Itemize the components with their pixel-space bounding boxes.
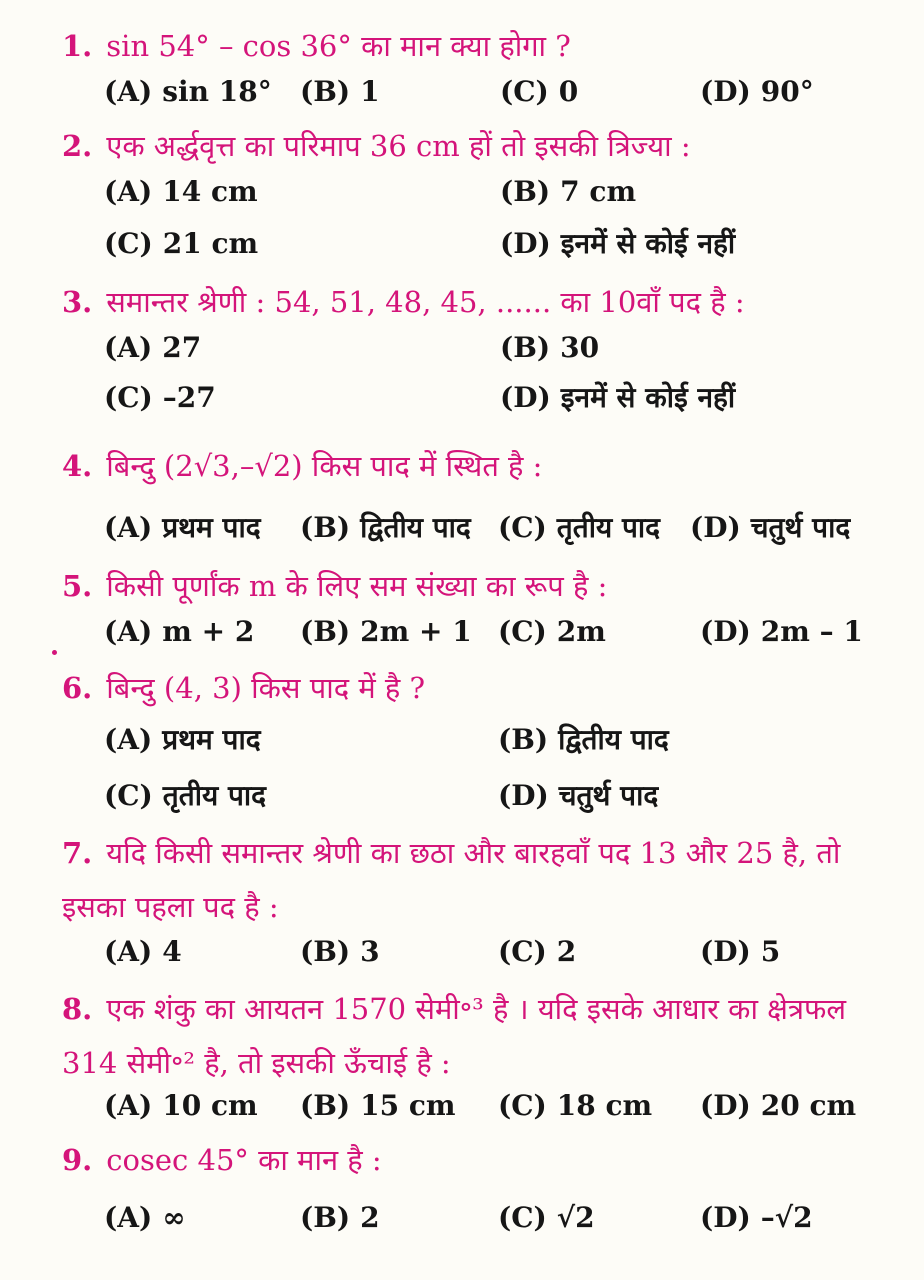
option-label: (A) <box>104 331 153 364</box>
question-text: किसी पूर्णांक m के लिए सम संख्या का रूप है : <box>106 569 608 603</box>
option-a <box>104 328 201 368</box>
option-label: (B) <box>500 331 551 364</box>
option-d <box>700 1198 813 1238</box>
option-text: 2 <box>360 1201 380 1234</box>
option-d <box>700 612 863 652</box>
option-label: (D) <box>498 779 549 812</box>
option-b <box>500 328 599 368</box>
option-text: –27 <box>162 381 216 414</box>
question-number: 4. <box>62 449 93 483</box>
question-3 <box>62 276 894 328</box>
option-text: 14 cm <box>162 175 258 208</box>
option-text: √2 <box>556 1201 595 1234</box>
option-d <box>700 1086 856 1126</box>
option-label: (B) <box>500 175 551 208</box>
option-text: 3 <box>360 935 380 968</box>
option-label: (C) <box>104 381 153 414</box>
option-text: 27 <box>162 331 202 364</box>
option-a <box>104 612 254 652</box>
option-c <box>500 72 578 112</box>
question-number: 8. <box>62 992 93 1026</box>
option-label: (D) <box>700 75 751 108</box>
option-label: (C) <box>498 511 547 544</box>
option-label: (A) <box>104 1089 153 1122</box>
question-9 <box>62 1134 894 1186</box>
option-text: sin 18° <box>162 75 272 108</box>
option-label: (C) <box>500 75 549 108</box>
option-a <box>104 172 258 212</box>
option-c <box>104 224 258 264</box>
option-label: (B) <box>300 1201 351 1234</box>
question-number: 1. <box>62 29 93 63</box>
option-label: (C) <box>498 935 547 968</box>
option-text: 30 <box>560 331 600 364</box>
option-b <box>300 1086 456 1126</box>
option-c <box>498 612 606 652</box>
option-text: –√2 <box>760 1201 813 1234</box>
option-label: (A) <box>104 75 153 108</box>
option-text: ∞ <box>162 1201 186 1234</box>
option-text: चतुर्थ पाद <box>558 779 659 812</box>
option-d <box>700 932 780 972</box>
option-label: (B) <box>300 935 351 968</box>
option-d <box>690 508 850 548</box>
option-text: 2m + 1 <box>360 615 472 648</box>
option-label: (D) <box>500 227 551 260</box>
option-label: (A) <box>104 723 153 756</box>
question-5 <box>62 560 894 612</box>
question-text: बिन्दु (4, 3) किस पाद में है ? <box>106 671 426 705</box>
option-label: (A) <box>104 1201 153 1234</box>
option-c <box>498 932 576 972</box>
option-label: (B) <box>300 1089 351 1122</box>
option-b <box>300 932 380 972</box>
option-d <box>700 72 814 112</box>
option-text: इनमें से कोई नहीं <box>560 381 736 414</box>
option-a <box>104 720 261 760</box>
question-text: यदि किसी समान्तर श्रेणी का छठा और बारहवाँ पद 13 और 25 है, तो इसका पहला पद है : <box>62 836 841 924</box>
option-label: (C) <box>498 1201 547 1234</box>
option-label: (D) <box>700 615 751 648</box>
option-text: द्वितीय पाद <box>558 723 669 756</box>
option-d <box>498 776 658 816</box>
option-c <box>498 508 660 548</box>
option-b <box>300 508 471 548</box>
option-label: (C) <box>498 615 547 648</box>
option-text: 1 <box>360 75 380 108</box>
question-text: एक अर्द्धवृत्त का परिमाप 36 cm हों तो इसकी त्रिज्या : <box>106 129 691 163</box>
option-label: (C) <box>104 779 153 812</box>
option-c <box>498 1086 652 1126</box>
option-c <box>498 1198 595 1238</box>
option-text: 21 cm <box>162 227 259 260</box>
question-2 <box>62 120 894 172</box>
option-text: प्रथम पाद <box>162 511 261 544</box>
option-a <box>104 1086 258 1126</box>
option-c <box>104 776 266 816</box>
question-text: बिन्दु (2√3,–√2) किस पाद में स्थित है : <box>106 449 543 483</box>
option-text: 18 cm <box>556 1089 653 1122</box>
option-a <box>104 1198 186 1238</box>
option-text: तृतीय पाद <box>162 779 266 812</box>
option-label: (B) <box>300 511 351 544</box>
question-text: sin 54° – cos 36° का मान क्या होगा ? <box>106 29 571 63</box>
option-label: (D) <box>700 1201 751 1234</box>
option-b <box>300 72 380 112</box>
ink-speck <box>52 650 57 655</box>
option-label: (A) <box>104 935 153 968</box>
question-text: एक शंकु का आयतन 1570 सेमी॰³ है । यदि इसके आधार का क्षेत्रफल 314 सेमी॰² है, तो इसकी ऊँचाई है : <box>62 992 846 1080</box>
option-text: द्वितीय पाद <box>360 511 471 544</box>
option-a <box>104 508 261 548</box>
question-number: 9. <box>62 1143 93 1177</box>
question-number: 5. <box>62 569 93 603</box>
option-a <box>104 932 182 972</box>
option-b <box>500 172 636 212</box>
option-c <box>104 378 216 418</box>
option-b <box>300 1198 380 1238</box>
option-label: (D) <box>700 1089 751 1122</box>
option-a <box>104 72 272 112</box>
question-number: 2. <box>62 129 93 163</box>
option-text: 90° <box>760 75 814 108</box>
option-label: (A) <box>104 175 153 208</box>
option-text: 5 <box>760 935 781 968</box>
option-text: 15 cm <box>360 1089 456 1122</box>
option-text: 4 <box>162 935 182 968</box>
question-1 <box>62 20 894 72</box>
option-label: (A) <box>104 511 153 544</box>
option-text: 0 <box>558 75 579 108</box>
question-6 <box>62 662 894 714</box>
option-d <box>500 378 735 418</box>
option-text: 2 <box>556 935 577 968</box>
option-text: 2m <box>556 615 606 648</box>
option-label: (C) <box>104 227 153 260</box>
option-label: (D) <box>500 381 551 414</box>
option-d <box>500 224 735 264</box>
option-label: (D) <box>690 511 741 544</box>
question-8 <box>62 982 894 1090</box>
question-number: 7. <box>62 836 93 870</box>
option-text: इनमें से कोई नहीं <box>560 227 736 260</box>
option-label: (C) <box>498 1089 547 1122</box>
question-number: 6. <box>62 671 93 705</box>
option-label: (B) <box>498 723 549 756</box>
option-text: 2m – 1 <box>760 615 863 648</box>
option-text: चतुर्थ पाद <box>750 511 851 544</box>
option-text: तृतीय पाद <box>556 511 660 544</box>
option-text: 7 cm <box>560 175 637 208</box>
option-b <box>300 612 472 652</box>
question-number: 3. <box>62 285 93 319</box>
option-label: (D) <box>700 935 751 968</box>
option-text: प्रथम पाद <box>162 723 261 756</box>
option-b <box>498 720 669 760</box>
option-text: 10 cm <box>162 1089 258 1122</box>
question-7 <box>62 826 894 934</box>
option-label: (B) <box>300 615 351 648</box>
option-label: (B) <box>300 75 351 108</box>
question-text: cosec 45° का मान है : <box>106 1143 382 1177</box>
option-text: 20 cm <box>760 1089 857 1122</box>
option-label: (A) <box>104 615 153 648</box>
question-text: समान्तर श्रेणी : 54, 51, 48, 45, ...... का 10वाँ पद है : <box>106 285 745 319</box>
option-text: m + 2 <box>162 615 255 648</box>
question-4 <box>62 440 894 492</box>
